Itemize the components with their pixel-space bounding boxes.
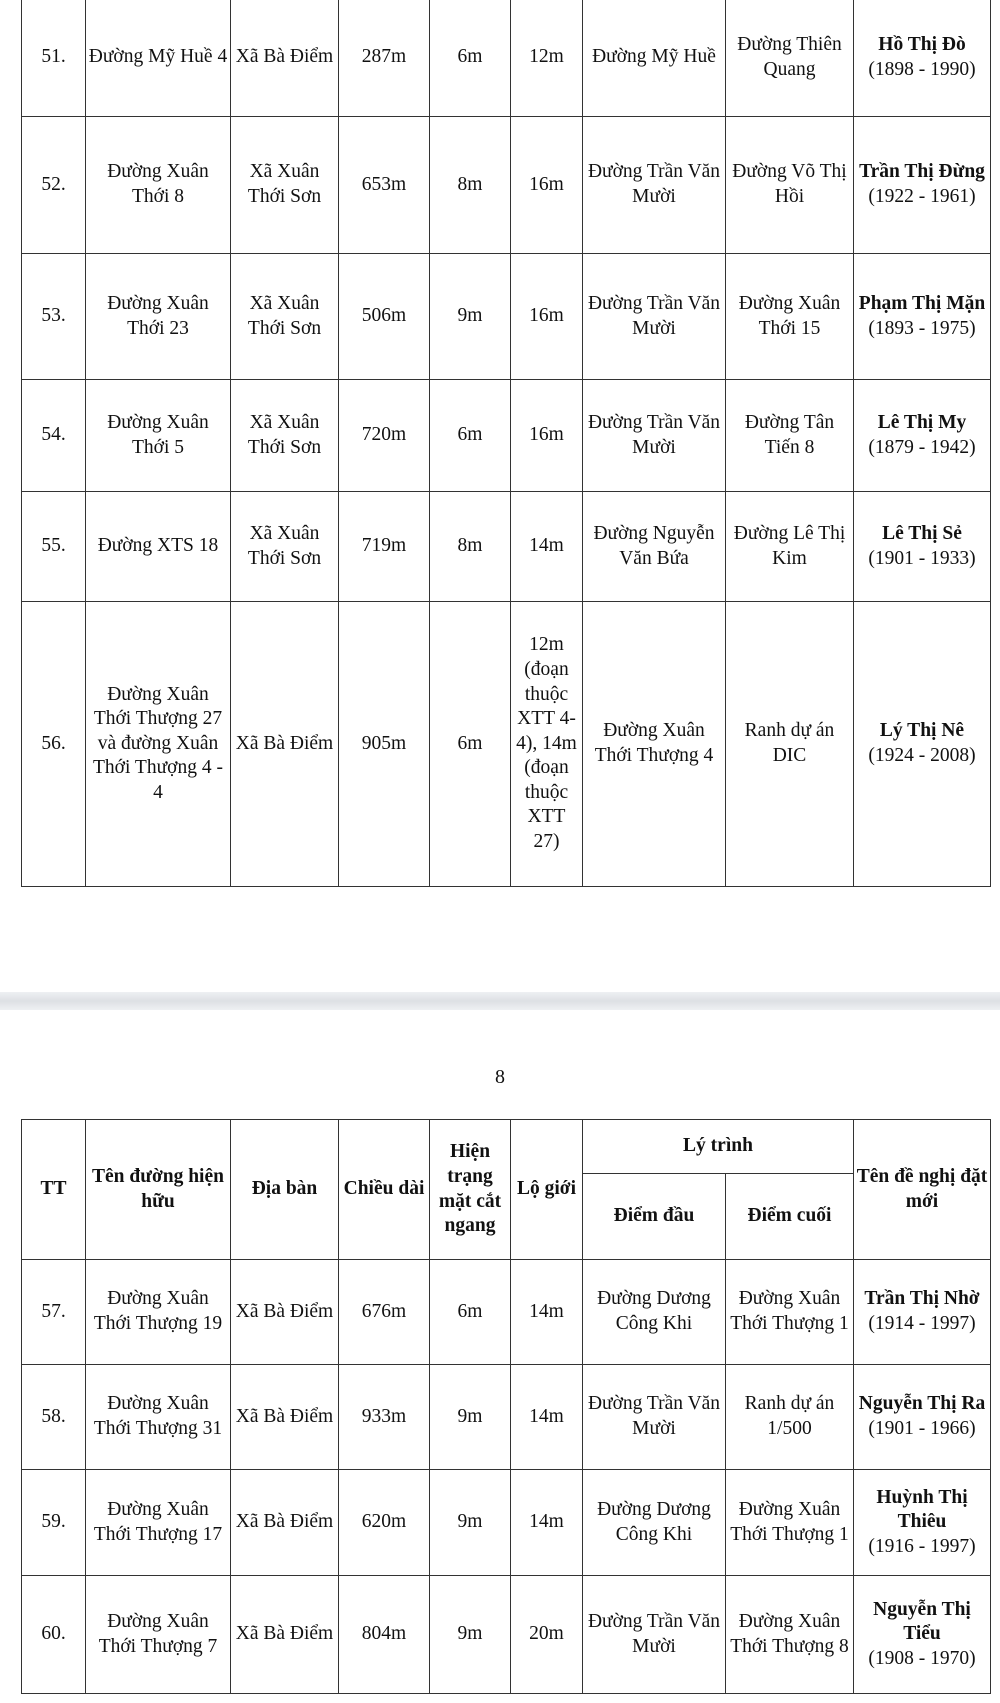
start-point-cell: Đường Dương Công Khi bbox=[583, 1470, 726, 1576]
header-proposed-name: Tên đề nghị đặt mới bbox=[854, 1120, 991, 1260]
row-number: 60. bbox=[22, 1576, 86, 1694]
page-separator bbox=[0, 992, 1000, 1010]
table-row bbox=[22, 380, 991, 492]
proposed-name: Huỳnh Thị Thiêu bbox=[876, 1486, 968, 1533]
end-point-cell: Đường Xuân Thới Thượng 1 bbox=[726, 1470, 854, 1576]
start-point-cell: Đường Trần Văn Mười bbox=[583, 1576, 726, 1694]
header-tt: TT bbox=[22, 1120, 86, 1260]
street-table-bottom bbox=[21, 1119, 991, 1694]
current-cross-section-cell: 6m bbox=[430, 1260, 511, 1365]
proposed-name-cell bbox=[854, 254, 991, 380]
end-point-cell: Đường Xuân Thới Thượng 8 bbox=[726, 1576, 854, 1694]
current-cross-section-cell: 6m bbox=[430, 602, 511, 887]
proposed-name: Phạm Thị Mặn bbox=[858, 292, 986, 314]
row-number: 58. bbox=[22, 1365, 86, 1470]
header-road-boundary: Lộ giới bbox=[511, 1120, 583, 1260]
street-table-top bbox=[21, 0, 991, 887]
start-point-cell: Đường Trần Văn Mười bbox=[583, 254, 726, 380]
header-length: Chiều dài bbox=[339, 1120, 430, 1260]
existing-name-cell: Đường Xuân Thới 5 bbox=[86, 380, 231, 492]
road-boundary-cell: 12m bbox=[511, 0, 583, 117]
road-boundary-cell: 16m bbox=[511, 117, 583, 254]
proposed-years: (1901 - 1933) bbox=[868, 547, 976, 569]
existing-name-cell: Đường Xuân Thới 8 bbox=[86, 117, 231, 254]
existing-name-cell: Đường XTS 18 bbox=[86, 492, 231, 602]
start-point-cell: Đường Xuân Thới Thượng 4 bbox=[583, 602, 726, 887]
row-number: 52. bbox=[22, 117, 86, 254]
end-point-cell: Đường Lê Thị Kim bbox=[726, 492, 854, 602]
table-row bbox=[22, 1576, 991, 1694]
proposed-name-cell bbox=[854, 380, 991, 492]
table-row bbox=[22, 1470, 991, 1576]
area-cell: Xã Bà Điểm bbox=[231, 602, 339, 887]
proposed-name: Lê Thị Sẻ bbox=[882, 522, 962, 544]
existing-name-cell: Đường Xuân Thới Thượng 7 bbox=[86, 1576, 231, 1694]
area-cell: Xã Bà Điểm bbox=[231, 1470, 339, 1576]
proposed-name: Hồ Thị Đò bbox=[878, 33, 966, 55]
area-cell: Xã Xuân Thới Sơn bbox=[231, 117, 339, 254]
row-number: 54. bbox=[22, 380, 86, 492]
existing-name-cell: Đường Xuân Thới 23 bbox=[86, 254, 231, 380]
proposed-name-cell bbox=[854, 0, 991, 117]
end-point-cell: Ranh dự án 1/500 bbox=[726, 1365, 854, 1470]
row-number: 55. bbox=[22, 492, 86, 602]
length-cell: 720m bbox=[339, 380, 430, 492]
length-cell: 933m bbox=[339, 1365, 430, 1470]
current-cross-section-cell: 6m bbox=[430, 0, 511, 117]
length-cell: 506m bbox=[339, 254, 430, 380]
start-point-cell: Đường Dương Công Khi bbox=[583, 1260, 726, 1365]
proposed-name-cell bbox=[854, 602, 991, 887]
area-cell: Xã Xuân Thới Sơn bbox=[231, 380, 339, 492]
current-cross-section-cell: 6m bbox=[430, 380, 511, 492]
proposed-name-cell bbox=[854, 1260, 991, 1365]
current-cross-section-cell: 9m bbox=[430, 1365, 511, 1470]
existing-name-cell: Đường Xuân Thới Thượng 31 bbox=[86, 1365, 231, 1470]
header-area: Địa bàn bbox=[231, 1120, 339, 1260]
table-row bbox=[22, 602, 991, 887]
proposed-name-cell bbox=[854, 117, 991, 254]
end-point-cell: Ranh dự án DIC bbox=[726, 602, 854, 887]
table-row bbox=[22, 492, 991, 602]
current-cross-section-cell: 9m bbox=[430, 1470, 511, 1576]
length-cell: 653m bbox=[339, 117, 430, 254]
start-point-cell: Đường Nguyễn Văn Bứa bbox=[583, 492, 726, 602]
length-cell: 676m bbox=[339, 1260, 430, 1365]
proposed-years: (1908 - 1970) bbox=[868, 1647, 976, 1669]
existing-name-cell: Đường Xuân Thới Thượng 19 bbox=[86, 1260, 231, 1365]
current-cross-section-cell: 8m bbox=[430, 492, 511, 602]
end-point-cell: Đường Tân Tiến 8 bbox=[726, 380, 854, 492]
header-current-cross-section: Hiện trạng mặt cắt ngang bbox=[430, 1120, 511, 1260]
page-number: 8 bbox=[495, 1066, 505, 1088]
current-cross-section-cell: 9m bbox=[430, 1576, 511, 1694]
area-cell: Xã Bà Điểm bbox=[231, 0, 339, 117]
end-point-cell: Đường Thiên Quang bbox=[726, 0, 854, 117]
start-point-cell: Đường Trần Văn Mười bbox=[583, 117, 726, 254]
row-number: 57. bbox=[22, 1260, 86, 1365]
proposed-years: (1916 - 1997) bbox=[868, 1535, 976, 1557]
length-cell: 804m bbox=[339, 1576, 430, 1694]
length-cell: 287m bbox=[339, 0, 430, 117]
length-cell: 905m bbox=[339, 602, 430, 887]
proposed-name-cell bbox=[854, 1470, 991, 1576]
end-point-cell: Đường Xuân Thới 15 bbox=[726, 254, 854, 380]
proposed-years: (1914 - 1997) bbox=[868, 1313, 976, 1334]
proposed-name: Trần Thị Nhờ bbox=[864, 1288, 980, 1310]
proposed-name-cell bbox=[854, 1365, 991, 1470]
road-boundary-cell: 16m bbox=[511, 380, 583, 492]
area-cell: Xã Xuân Thới Sơn bbox=[231, 254, 339, 380]
header-end-point: Điểm cuối bbox=[726, 1174, 854, 1260]
start-point-cell: Đường Trần Văn Mười bbox=[583, 1365, 726, 1470]
length-cell: 719m bbox=[339, 492, 430, 602]
proposed-years: (1922 - 1961) bbox=[868, 186, 976, 207]
road-boundary-cell: 20m bbox=[511, 1576, 583, 1694]
proposed-name-cell bbox=[854, 1576, 991, 1694]
area-cell: Xã Bà Điểm bbox=[231, 1365, 339, 1470]
row-number: 59. bbox=[22, 1470, 86, 1576]
road-boundary-cell: 16m bbox=[511, 254, 583, 380]
proposed-name: Lý Thị Nê bbox=[879, 720, 965, 742]
road-boundary-cell: 14m bbox=[511, 1260, 583, 1365]
road-boundary-cell: 12m (đoạn thuộc XTT 4-4), 14m (đoạn thuộc XTT 27) bbox=[511, 602, 583, 887]
current-cross-section-cell: 9m bbox=[430, 254, 511, 380]
row-number: 53. bbox=[22, 254, 86, 380]
header-start-point: Điểm đầu bbox=[583, 1174, 726, 1260]
table-header-row bbox=[22, 1120, 991, 1174]
header-existing-name: Tên đường hiện hữu bbox=[86, 1120, 231, 1260]
header-route: Lý trình bbox=[583, 1120, 854, 1174]
row-number: 51. bbox=[22, 0, 86, 117]
table-row bbox=[22, 1260, 991, 1365]
proposed-years: (1893 - 1975) bbox=[868, 317, 976, 339]
proposed-years: (1898 - 1990) bbox=[868, 58, 976, 80]
start-point-cell: Đường Mỹ Huề bbox=[583, 0, 726, 117]
start-point-cell: Đường Trần Văn Mười bbox=[583, 380, 726, 492]
area-cell: Xã Bà Điểm bbox=[231, 1576, 339, 1694]
table-row bbox=[22, 254, 991, 380]
proposed-years: (1879 - 1942) bbox=[868, 436, 976, 458]
existing-name-cell: Đường Xuân Thới Thượng 17 bbox=[86, 1470, 231, 1576]
road-boundary-cell: 14m bbox=[511, 1470, 583, 1576]
table-row bbox=[22, 0, 991, 117]
row-number: 56. bbox=[22, 602, 86, 887]
area-cell: Xã Xuân Thới Sơn bbox=[231, 492, 339, 602]
existing-name-cell: Đường Xuân Thới Thượng 27 và đường Xuân Thới Thượng 4 - 4 bbox=[86, 602, 231, 887]
proposed-years: (1924 - 2008) bbox=[868, 745, 976, 766]
table-row bbox=[22, 1365, 991, 1470]
end-point-cell: Đường Xuân Thới Thượng 1 bbox=[726, 1260, 854, 1365]
length-cell: 620m bbox=[339, 1470, 430, 1576]
existing-name-cell: Đường Mỹ Huề 4 bbox=[86, 0, 231, 117]
road-boundary-cell: 14m bbox=[511, 492, 583, 602]
proposed-name-cell bbox=[854, 492, 991, 602]
proposed-name: Trần Thị Đừng bbox=[859, 161, 985, 183]
proposed-name: Lê Thị My bbox=[877, 411, 967, 433]
proposed-name: Nguyễn Thị Tiểu bbox=[873, 1598, 971, 1645]
area-cell: Xã Bà Điểm bbox=[231, 1260, 339, 1365]
end-point-cell: Đường Võ Thị Hồi bbox=[726, 117, 854, 254]
proposed-name: Nguyễn Thị Ra bbox=[858, 1393, 986, 1415]
current-cross-section-cell: 8m bbox=[430, 117, 511, 254]
proposed-years: (1901 - 1966) bbox=[868, 1418, 976, 1439]
road-boundary-cell: 14m bbox=[511, 1365, 583, 1470]
table-row bbox=[22, 117, 991, 254]
